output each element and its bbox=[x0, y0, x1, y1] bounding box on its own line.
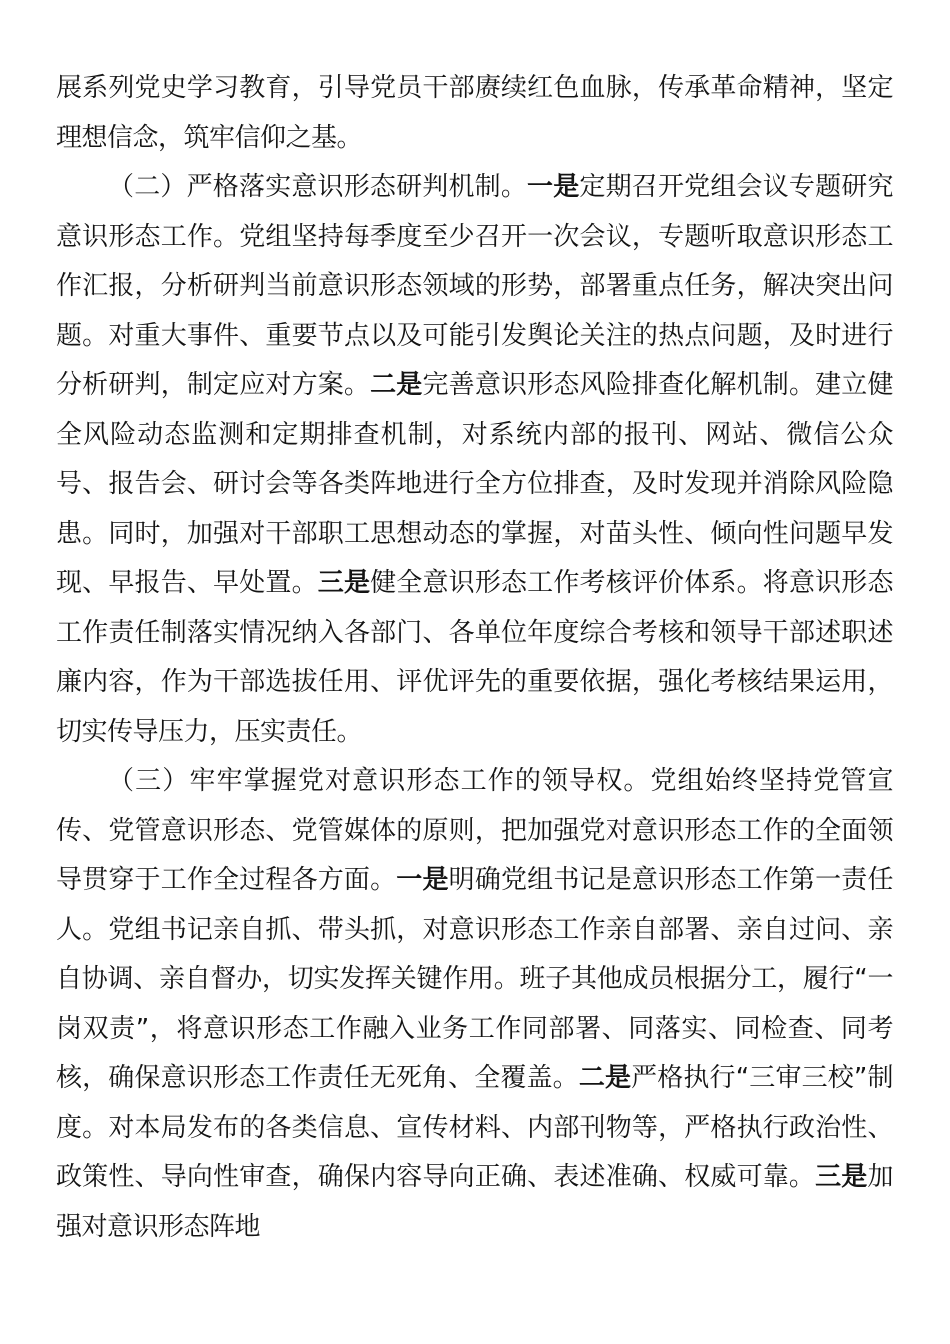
bold-emphasis-run: 二是 bbox=[370, 370, 423, 400]
bold-emphasis-run: 三是 bbox=[317, 568, 371, 598]
text-run: 明确党组书记是意识形态工作第一责任人。党组书记亲自抓、带头抓，对意识形态工作亲自部署、亲自过问、亲自协调、亲自督办，切实发挥关键作用。班子其他成员根据分工，履行“一岗双责”，将意识形态工作融入业务工作同部署、同落实、同检查、同考核，确保意识形态工作责任无死角、全覆盖。 bbox=[56, 865, 893, 1093]
text-run: 定期召开党组会议专题研究意识形态工作。党组坚持每季度至少召开一次会议，专题听取意识形态工作汇报，分析研判当前意识形态领域的形势，部署重点任务，解决突出问题。对重大事件、重要节点以及可能引发舆论关注的热点问题，及时进行分析研判，制定应对方案。 bbox=[56, 172, 893, 400]
text-run: 健全意识形态工作考核评价体系。将意识形态工作责任制落实情况纳入各部门、各单位年度综合考核和领导干部述职述廉内容，作为干部选拔任用、评优评先的重要依据，强化考核结果运用，切实传导压力，压实责任。 bbox=[56, 568, 893, 747]
document-body bbox=[56, 64, 893, 1252]
text-run: 展系列党史学习教育，引导党员干部赓续红色血脉，传承革命精神，坚定理想信念，筑牢信仰之基。 bbox=[56, 73, 893, 153]
paragraph bbox=[56, 64, 893, 163]
paragraph bbox=[56, 757, 893, 1252]
text-run: 严格执行“三审三校”制度。对本局发布的各类信息、宣传材料、内部刊物等，严格执行政治性、政策性、导向性审查，确保内容导向正确、表述准确、权威可靠。 bbox=[56, 1063, 893, 1192]
text-run: 完善意识形态风险排查化解机制。建立健全风险动态监测和定期排查机制，对系统内部的报刊、网站、微信公众号、报告会、研讨会等各类阵地进行全方位排查，及时发现并消除风险隐患。同时，加强对干部职工思想动态的掌握，对苗头性、倾向性问题早发现、早报告、早处置。 bbox=[56, 370, 893, 598]
paragraph bbox=[56, 163, 893, 757]
bold-emphasis-run: 三是 bbox=[815, 1162, 868, 1192]
bold-emphasis-run: 二是 bbox=[578, 1063, 632, 1093]
bold-emphasis-run: 一是 bbox=[527, 172, 580, 202]
text-run: 加强对意识形态阵地 bbox=[56, 1162, 893, 1242]
text-run: （三）牢牢掌握党对意识形态工作的领导权。党组始终坚持党管宣传、党管意识形态、党管媒体的原则，把加强党对意识形态工作的全面领导贯穿于工作全过程各方面。 bbox=[56, 766, 893, 895]
text-run: （二）严格落实意识形态研判机制。 bbox=[108, 172, 528, 202]
bold-emphasis-run: 一是 bbox=[396, 865, 449, 895]
